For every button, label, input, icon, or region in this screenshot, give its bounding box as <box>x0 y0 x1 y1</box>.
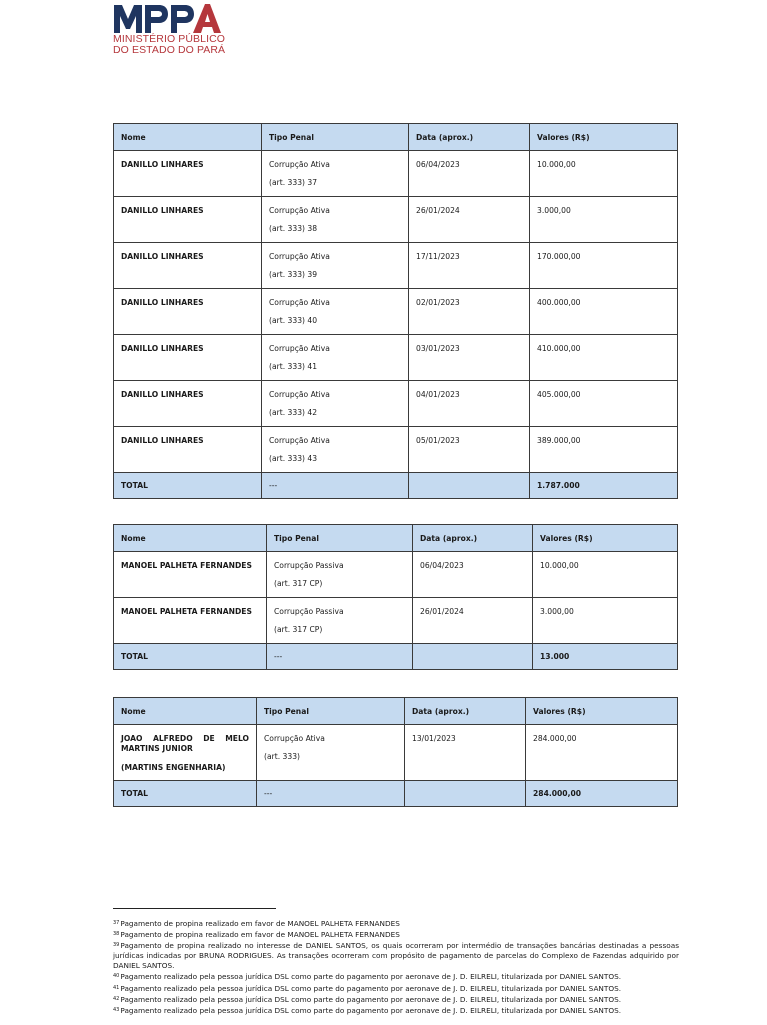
column-header-data: Data (aprox.) <box>409 124 530 151</box>
total-value: 13.000 <box>533 644 678 670</box>
article-text: (art. 317 CP) <box>274 625 323 634</box>
type-text: Corrupção Ativa <box>269 206 330 215</box>
table-row <box>114 725 678 781</box>
type-text: Corrupção Ativa <box>269 344 330 353</box>
cell-date <box>409 289 530 335</box>
value-text: 3.000,00 <box>540 607 574 616</box>
total-value: 284.000,00 <box>526 781 678 807</box>
cell-name: MANOEL PALHETA FERNANDES <box>114 552 267 598</box>
column-header-tipo-penal: Tipo Penal <box>262 124 409 151</box>
org-name-line2: DO ESTADO DO PARÁ <box>113 44 226 56</box>
cell-type <box>262 197 409 243</box>
cell-value <box>530 427 678 473</box>
column-header-tipo-penal: Tipo Penal <box>267 525 413 552</box>
footnote-text: Pagamento realizado pela pessoa jurídica DSL como parte do pagamento por aeronave de J. D. EILRELI, titularizada por DANIEL SANTOS. <box>120 1005 622 1015</box>
article-text: (art. 333) <box>264 752 300 761</box>
article-text: (art. 333) 43 <box>269 454 318 463</box>
cell-value <box>530 289 678 335</box>
date-text: 17/11/2023 <box>416 252 460 261</box>
footnote-text: Pagamento de propina realizado em favor de MANOEL PALHETA FERNANDES <box>120 919 400 928</box>
article-text: (art. 333) 38 <box>269 224 318 233</box>
cell-name <box>114 725 257 781</box>
article-text: (art. 317 CP) <box>274 579 323 588</box>
cell-type <box>262 289 409 335</box>
total-type: --- <box>257 781 405 807</box>
column-header-nome: Nome <box>114 698 257 725</box>
cell-date <box>409 427 530 473</box>
column-header-valores: Valores (R$) <box>530 124 678 151</box>
table-row <box>114 335 678 381</box>
total-type: --- <box>262 473 409 499</box>
name-line2: MARTINS JUNIOR <box>121 744 193 753</box>
value-text: 284.000,00 <box>533 734 577 743</box>
article-text: (art. 333) 39 <box>269 270 318 279</box>
company-name: (MARTINS ENGENHARIA) <box>121 763 226 772</box>
column-header-nome: Nome <box>114 525 267 552</box>
date-text: 13/01/2023 <box>412 734 456 743</box>
cell-date <box>405 725 526 781</box>
penal-table-joao <box>113 697 678 807</box>
column-header-valores: Valores (R$) <box>526 698 678 725</box>
footnote <box>113 1005 679 1016</box>
cell-name: DANILLO LINHARES <box>114 197 262 243</box>
value-text: 389.000,00 <box>537 436 581 445</box>
table-header-row <box>114 124 678 151</box>
article-text: (art. 333) 42 <box>269 408 318 417</box>
footnote-number: 38 <box>113 931 120 938</box>
total-label: TOTAL <box>114 781 257 807</box>
cell-value <box>533 598 678 644</box>
cell-name: DANILLO LINHARES <box>114 151 262 197</box>
date-text: 03/01/2023 <box>416 344 460 353</box>
cell-type <box>262 151 409 197</box>
total-date <box>409 473 530 499</box>
cell-name: DANILLO LINHARES <box>114 427 262 473</box>
date-text: 26/01/2024 <box>416 206 460 215</box>
cell-date <box>409 151 530 197</box>
table-row <box>114 151 678 197</box>
footnote-number: 42 <box>113 995 120 1002</box>
table-total-row <box>114 781 678 807</box>
column-header-nome: Nome <box>114 124 262 151</box>
cell-date <box>409 243 530 289</box>
total-label: TOTAL <box>114 473 262 499</box>
date-text: 06/04/2023 <box>420 561 464 570</box>
cell-type <box>257 725 405 781</box>
type-text: Corrupção Ativa <box>269 298 330 307</box>
date-text: 26/01/2024 <box>420 607 464 616</box>
cell-name: DANILLO LINHARES <box>114 289 262 335</box>
cell-date <box>409 197 530 243</box>
column-header-valores: Valores (R$) <box>533 525 678 552</box>
footnotes <box>113 918 679 1016</box>
cell-type <box>267 552 413 598</box>
type-text: Corrupção Passiva <box>274 607 344 616</box>
cell-type <box>262 381 409 427</box>
value-text: 10.000,00 <box>537 160 576 169</box>
name-line1: JOAO ALFREDO DE MELO <box>121 734 249 743</box>
total-label: TOTAL <box>114 644 267 670</box>
cell-date <box>413 552 533 598</box>
date-text: 05/01/2023 <box>416 436 460 445</box>
table-row <box>114 427 678 473</box>
total-date <box>405 781 526 807</box>
footnote-text: Pagamento realizado pela pessoa jurídica DSL como parte do pagamento por aeronave de J. D. EILRELI, titularizada por DANIEL SANTOS. <box>120 972 622 982</box>
table-total-row <box>114 644 678 670</box>
type-text: Corrupção Ativa <box>269 252 330 261</box>
table-total-row <box>114 473 678 499</box>
value-text: 400.000,00 <box>537 298 581 307</box>
column-header-data: Data (aprox.) <box>405 698 526 725</box>
type-text: Corrupção Ativa <box>269 390 330 399</box>
type-text: Corrupção Ativa <box>264 734 325 743</box>
cell-name: DANILLO LINHARES <box>114 335 262 381</box>
footnote-number: 37 <box>113 920 120 926</box>
table-row <box>114 243 678 289</box>
value-text: 10.000,00 <box>540 561 579 570</box>
footnote-number: 40 <box>113 973 120 980</box>
cell-date <box>409 381 530 427</box>
cell-type <box>262 243 409 289</box>
value-text: 410.000,00 <box>537 344 581 353</box>
footnote-separator <box>113 908 276 909</box>
column-header-tipo-penal: Tipo Penal <box>257 698 405 725</box>
total-date <box>413 644 533 670</box>
footnote <box>113 994 679 1005</box>
table-row <box>114 552 678 598</box>
cell-value <box>530 243 678 289</box>
footnote-text: Pagamento realizado pela pessoa jurídica DSL como parte do pagamento por aeronave de J. D. EILRELI, titularizada por DANIEL SANTOS. <box>120 994 622 1004</box>
cell-type <box>262 427 409 473</box>
total-type: --- <box>267 644 413 670</box>
value-text: 3.000,00 <box>537 206 571 215</box>
footnote <box>113 929 679 940</box>
table-row <box>114 197 678 243</box>
footnote-number: 41 <box>113 984 120 991</box>
article-text: (art. 333) 37 <box>269 178 318 187</box>
footnote-number: 43 <box>113 1006 120 1013</box>
mppa-logo-mark <box>113 2 221 34</box>
footnote-text: Pagamento realizado pela pessoa jurídica DSL como parte do pagamento por aeronave de J. D. EILRELI, titularizada por DANIEL SANTOS. <box>120 983 622 993</box>
table-row <box>114 381 678 427</box>
footnote-text: Pagamento de propina realizado em favor de MANOEL PALHETA FERNANDES <box>120 930 400 940</box>
article-text: (art. 333) 41 <box>269 362 318 371</box>
cell-date <box>409 335 530 381</box>
footnote-number: 39 <box>113 942 120 949</box>
cell-value <box>530 151 678 197</box>
table-row <box>114 598 678 644</box>
table-header-row <box>114 525 678 552</box>
footnote <box>113 983 679 994</box>
cell-type <box>262 335 409 381</box>
column-header-data: Data (aprox.) <box>413 525 533 552</box>
cell-value <box>530 197 678 243</box>
total-value: 1.787.000 <box>530 473 678 499</box>
cell-value <box>530 381 678 427</box>
penal-table-manoel <box>113 524 678 670</box>
article-text: (art. 333) 40 <box>269 316 318 325</box>
type-text: Corrupção Ativa <box>269 436 330 445</box>
cell-value <box>526 725 678 781</box>
cell-name: DANILLO LINHARES <box>114 243 262 289</box>
footnote <box>113 918 679 929</box>
mppa-logo <box>113 2 233 56</box>
value-text: 405.000,00 <box>537 390 581 399</box>
footnote-text: Pagamento de propina realizado no interesse de DANIEL SANTOS, os quais ocorreram por intermédio de transações bancárias destinadas a pessoas jurídicas indicadas por BRUNA RODRIGUES. As transações ocorreram com propósito de pagamento de parcelas do Complexo de Fazendas adquirido por DANIEL SANTOS. <box>113 941 679 971</box>
cell-date <box>413 598 533 644</box>
footnote <box>113 971 679 982</box>
type-text: Corrupção Passiva <box>274 561 344 570</box>
cell-value <box>530 335 678 381</box>
cell-value <box>533 552 678 598</box>
table-row <box>114 289 678 335</box>
org-name-line1: MINISTÉRIO PÚBLICO <box>113 33 226 45</box>
date-text: 06/04/2023 <box>416 160 460 169</box>
date-text: 04/01/2023 <box>416 390 460 399</box>
cell-name: MANOEL PALHETA FERNANDES <box>114 598 267 644</box>
penal-table-danillo <box>113 123 678 499</box>
table-header-row <box>114 698 678 725</box>
type-text: Corrupção Ativa <box>269 160 330 169</box>
date-text: 02/01/2023 <box>416 298 460 307</box>
cell-type <box>267 598 413 644</box>
cell-name: DANILLO LINHARES <box>114 381 262 427</box>
footnote <box>113 940 679 971</box>
value-text: 170.000,00 <box>537 252 581 261</box>
